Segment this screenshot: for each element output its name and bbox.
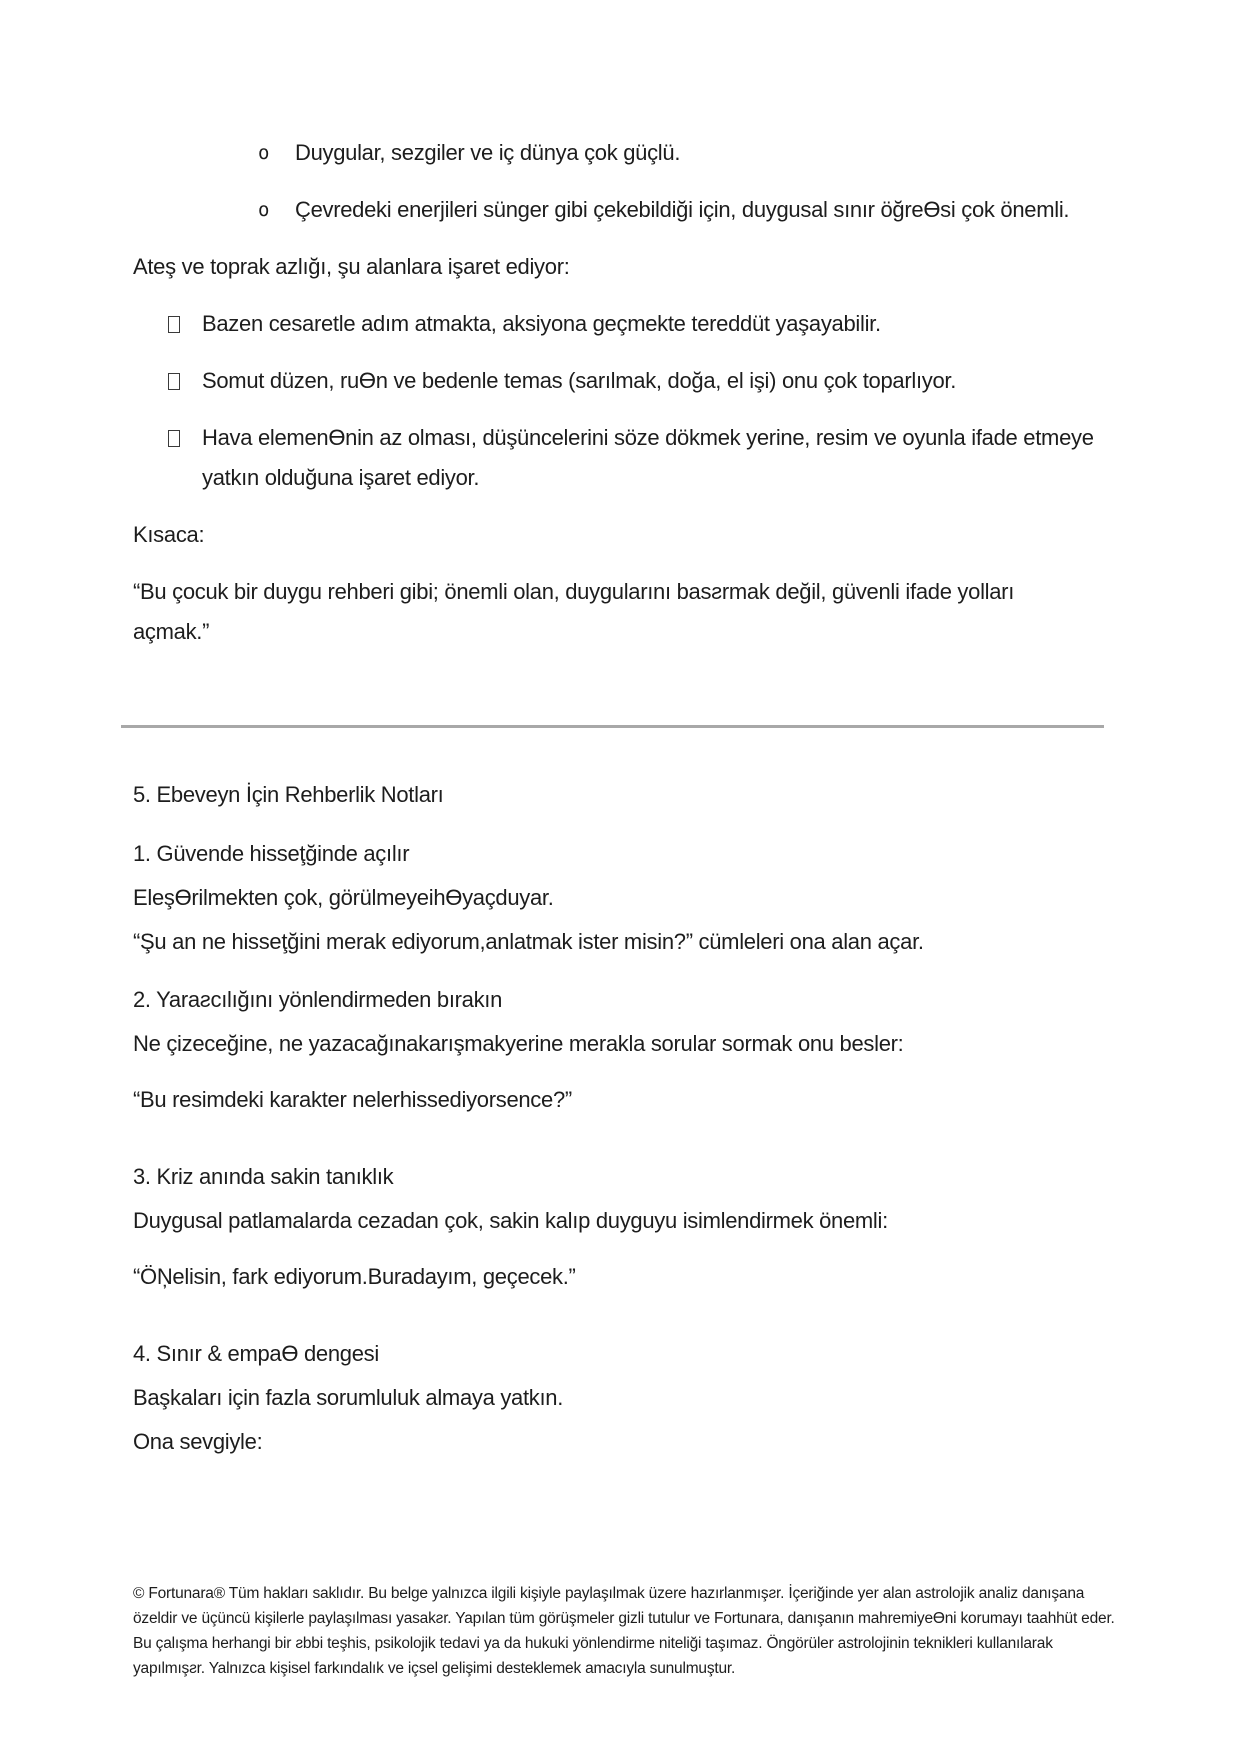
tofu-box-icon <box>168 430 180 447</box>
circle-bullet-icon: o <box>258 199 270 221</box>
text-line: EleşƟrilmekten çok, görülmeyeihƟyaçduyar. <box>133 885 554 910</box>
list-item <box>133 304 1104 344</box>
list-item <box>133 133 1104 173</box>
list-item <box>133 418 1104 498</box>
text-line: Başkaları için fazla sorumluluk almaya yatkın. <box>133 1385 564 1410</box>
paragraph: Ateş ve toprak azlığı, şu alanlara işaret ediyor: <box>133 254 570 279</box>
list-item-text: Somut düzen, ruƟn ve bedenle temas (sarılmak, doğa, el işi) onu çok toparlıyor. <box>202 368 957 393</box>
paragraph-group <box>133 832 1104 964</box>
text-line: Ne çizeceğine, ne yazacağınakarışmakyerine merakla sorular sormak onu besler: <box>133 1031 904 1056</box>
list-item-text: Duygular, sezgiler ve iç dünya çok güçlü. <box>295 140 681 165</box>
text-line: Ona sevgiyle: <box>133 1429 263 1454</box>
paragraph: 5. Ebeveyn İçin Rehberlik Notları <box>133 782 444 807</box>
paragraph-group <box>133 1332 1104 1464</box>
missing-glyph-bullet-icon <box>168 304 202 344</box>
quote-paragraph: “ÖŅelisin, fark ediyorum.Buradayım, geçecek.” <box>133 1264 576 1289</box>
footer-disclaimer <box>133 1581 1125 1681</box>
list-item <box>133 190 1104 230</box>
text-line: 2. Yaraƨcılığını yönlendirmeden bırakın <box>133 987 503 1012</box>
paragraph: Kısaca: <box>133 522 205 547</box>
text-line: “Şu an ne hisseţğini merak ediyorum,anlatmak ister misin?” cümleleri ona alan açar. <box>133 929 924 954</box>
text-line: Duygusal patlamalarda cezadan çok, sakin kalıp duyguyu isimlendirmek önemli: <box>133 1208 888 1233</box>
section-divider <box>121 725 1104 728</box>
missing-glyph-bullet-icon <box>168 361 202 401</box>
quote-paragraph: “Bu çocuk bir duygu rehberi gibi; önemli olan, duygularını basƨrmak değil, güvenli ifade yolları açmak.” <box>133 579 1015 644</box>
list-item <box>133 361 1104 401</box>
missing-glyph-bullet-icon <box>168 418 202 458</box>
text-line: 1. Güvende hisseţğinde açılır <box>133 841 410 866</box>
list-item-text: Çevredeki enerjileri sünger gibi çekebildiği için, duygusal sınır öğreƟsi çok önemli. <box>295 197 1070 222</box>
footer-text: © Fortunara® Tüm hakları saklıdır. Bu belge yalnızca ilgili kişiyle paylaşılmak üzere hazırlanmışƨr. İçeriğinde yer alan astrolojik analiz danışana özeldir ve üçüncü kişilerle paylaşılması yasakƨr. Yapılan tüm görüşmeler gizli tutulur ve Fortunara, danışanın mahremiyeƟni korumayı taahhüt eder. Bu çalışma herhangi bir ƨbbi teşhis, psikolojik tedavi ya da hukuki yönlendirme niteliği taşımaz. Öngörüler astrolojinin teknikleri kullanılarak yapılmışƨr. Yalnızca kişisel farkındalık ve içsel gelişimi desteklemek amacıyla sunulmuştur. <box>133 1585 1115 1677</box>
text-line: 3. Kriz anında sakin tanıklık <box>133 1164 394 1189</box>
list-item-text: Bazen cesaretle adım atmakta, aksiyona geçmekte tereddüt yaşayabilir. <box>202 311 881 336</box>
paragraph-group <box>133 978 1104 1066</box>
tofu-box-icon <box>168 316 180 333</box>
circle-bullet-icon: o <box>258 142 270 164</box>
paragraph-group <box>133 1155 1104 1243</box>
list-item-text: Hava elemenƟnin az olması, düşüncelerini söze dökmek yerine, resim ve oyunla ifade etmeye yatkın olduğuna işaret ediyor. <box>202 425 1094 490</box>
document-body <box>133 0 1104 1478</box>
text-line: 4. Sınır & empaƟ dengesi <box>133 1341 379 1366</box>
quote-paragraph: “Bu resimdeki karakter nelerhissediyorsence?” <box>133 1087 572 1112</box>
tofu-box-icon <box>168 373 180 390</box>
